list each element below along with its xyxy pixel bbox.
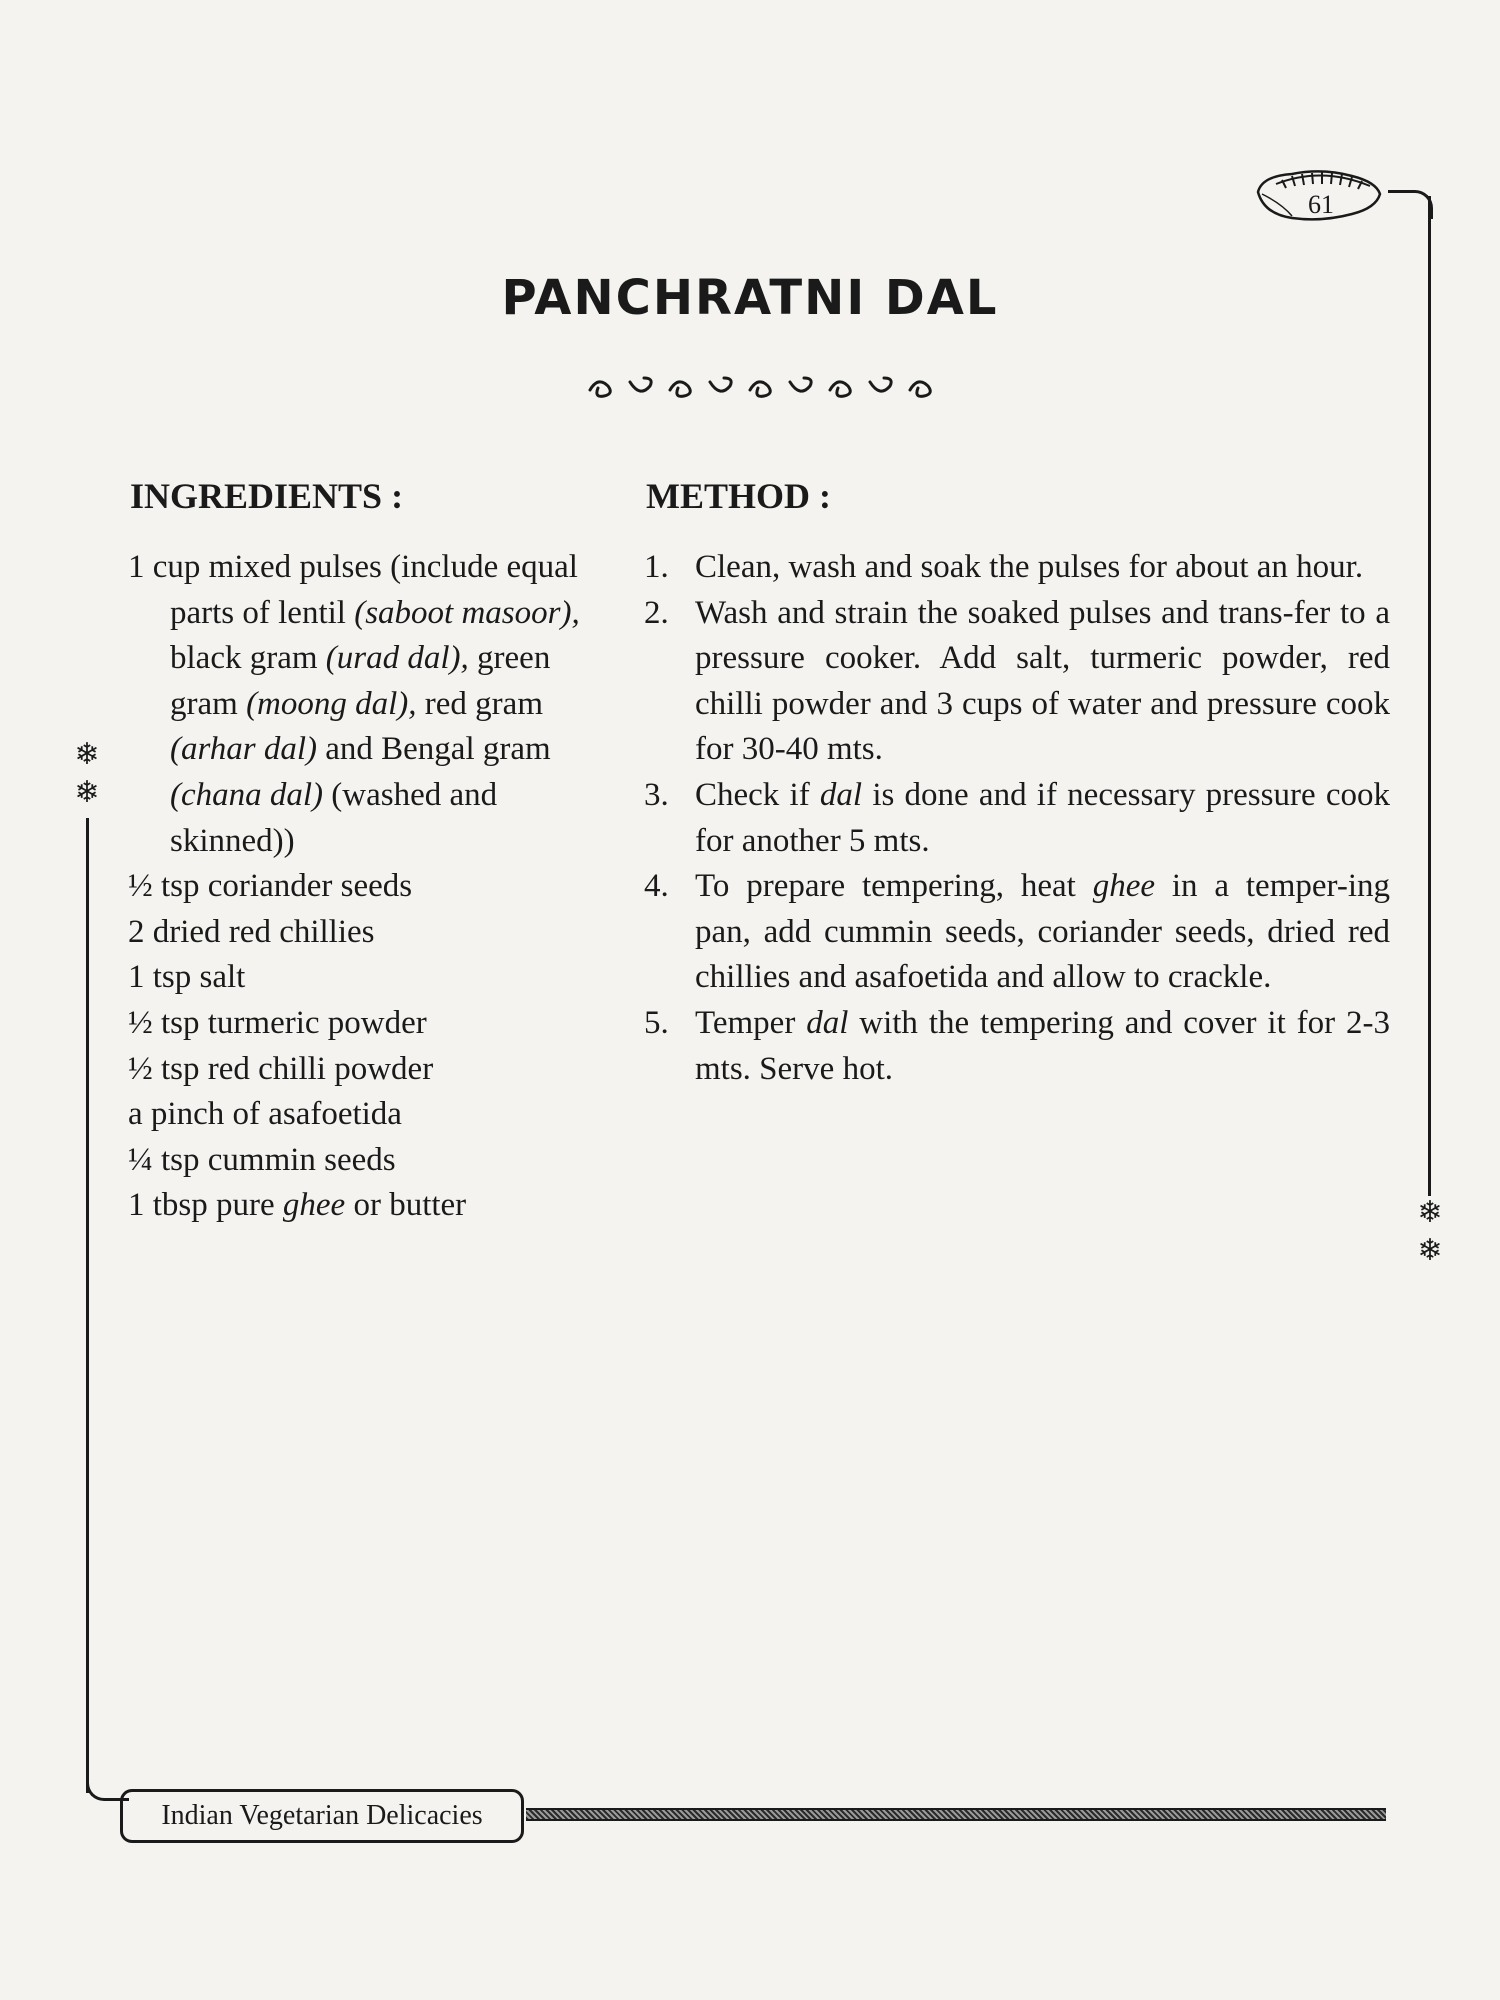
text-run: 1 tbsp pure <box>128 1187 283 1224</box>
text-run: Clean, wash and soak the pulses for about an hour. <box>695 549 1364 585</box>
title-divider-ornament-icon <box>560 368 960 404</box>
step-number: 2. <box>644 594 669 631</box>
ingredient-item <box>128 1138 608 1184</box>
text-run: black gram <box>170 640 326 677</box>
italic-term: ghee <box>1092 868 1155 905</box>
step-text <box>695 773 1390 864</box>
flower-ornament-icon: ❄ <box>1417 1195 1443 1230</box>
ingredients-list <box>128 545 608 1229</box>
footer-hatched-bar <box>526 1808 1386 1821</box>
text-run: Temper <box>695 1004 807 1041</box>
ingredient-item <box>128 1047 608 1093</box>
italic-term: (chana dal) <box>170 776 324 813</box>
step-number: 5. <box>644 1004 669 1041</box>
method-step <box>644 864 1390 1001</box>
italic-term: ghee <box>282 1187 346 1224</box>
step-text <box>695 545 1390 591</box>
text-run: ½ tsp turmeric powder <box>128 1004 427 1041</box>
method-step <box>644 1001 1390 1092</box>
frame-right-cap <box>1388 190 1433 219</box>
flower-ornament-icon: ❄ <box>1417 1233 1443 1268</box>
text-run: a pinch of asafoetida <box>128 1096 402 1133</box>
ingredient-item <box>128 955 608 1001</box>
text-run: and Bengal gram <box>317 731 551 768</box>
step-text <box>695 864 1390 1001</box>
ingredient-item <box>128 1183 608 1229</box>
text-run: red gram <box>416 685 543 722</box>
step-text <box>695 591 1390 773</box>
text-run: green gram <box>170 640 551 722</box>
recipe-title: PANCHRATNI DAL <box>501 270 999 326</box>
text-run: or butter <box>345 1187 467 1224</box>
method-step <box>644 591 1390 773</box>
ingredient-item <box>128 1001 608 1047</box>
text-run: 1 cup mixed pulses (include equal parts of lentil <box>128 549 578 631</box>
ingredient-item <box>128 910 608 956</box>
italic-term: (urad dal), <box>325 640 469 677</box>
step-number: 3. <box>644 776 669 813</box>
italic-term: dal <box>819 776 863 813</box>
flower-ornament-icon: ❄ <box>74 737 100 772</box>
ingredients-heading: INGREDIENTS : <box>130 476 404 516</box>
method-heading: METHOD : <box>646 476 831 516</box>
method-steps <box>644 545 1390 1092</box>
method-step <box>644 773 1390 864</box>
italic-term: (moong dal), <box>246 685 417 722</box>
step-text <box>695 1001 1390 1092</box>
text-run: with the tempering and cover it for 2-3 mts. Serve hot. <box>695 1004 1390 1087</box>
text-run: is done and if necessary pressure cook for another 5 mts. <box>695 776 1391 859</box>
book-title-footer: Indian Vegetarian Delicacies <box>120 1789 524 1843</box>
italic-term: (arhar dal) <box>170 731 317 768</box>
text-run: To prepare tempering, heat <box>695 868 1093 905</box>
flower-ornament-icon: ❄ <box>74 775 100 810</box>
step-number: 1. <box>644 549 669 585</box>
text-run: 2 dried red chillies <box>128 913 375 950</box>
step-number: 4. <box>644 868 669 905</box>
ingredient-item <box>128 545 608 864</box>
italic-term: dal <box>806 1004 849 1041</box>
text-run: ¼ tsp cummin seeds <box>128 1141 396 1178</box>
method-step <box>644 545 1390 591</box>
text-run: ½ tsp coriander seeds <box>128 868 413 905</box>
text-run: 1 tsp salt <box>128 959 246 996</box>
ingredient-item <box>128 1092 608 1138</box>
text-run: in a temper-ing pan, add cummin seeds, coriander seeds, dried red chillies and asafoetida and allow to crackle. <box>695 868 1390 996</box>
text-run: (washed and skinned)) <box>170 776 498 859</box>
text-run: Check if <box>695 776 820 813</box>
frame-left-line <box>86 818 89 1793</box>
italic-term: (saboot masoor), <box>354 594 580 631</box>
text-run: Wash and strain the soaked pulses and trans-fer to a pressure cooker. Add salt, turmeric powder, red chilli powder and 3 cups of water and pressure cook for 30-40 mts. <box>695 594 1390 768</box>
ingredient-item <box>128 864 608 910</box>
text-run: ½ tsp red chilli powder <box>128 1050 434 1087</box>
frame-right-line <box>1428 196 1431 1196</box>
page-number: 61 <box>1308 190 1334 219</box>
